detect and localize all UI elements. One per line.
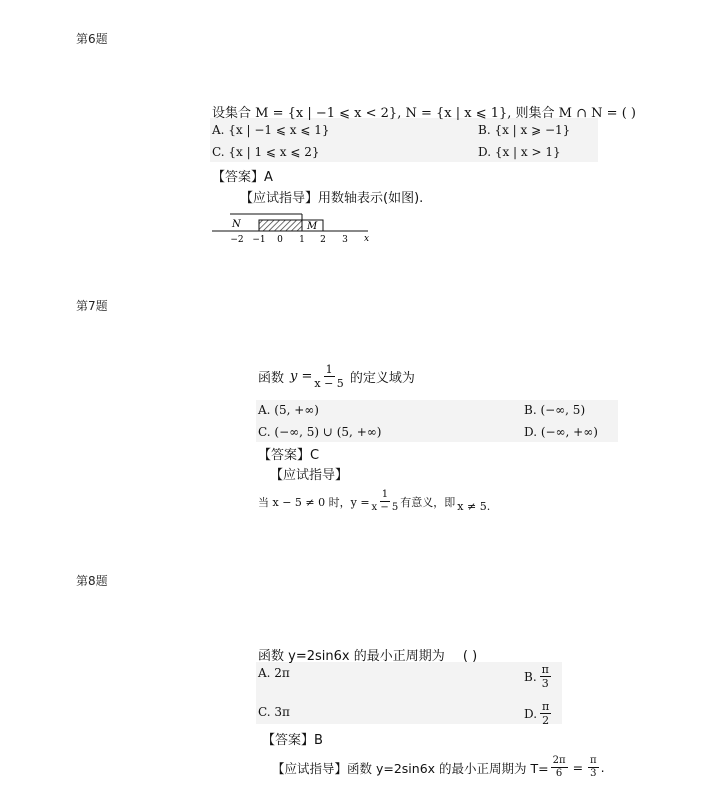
q7-option-b[interactable]: B. (−∞, 5): [524, 403, 586, 417]
q8-options-background: [256, 662, 562, 727]
q8-answer: 【答案】B: [262, 733, 323, 748]
q6-stem: [212, 102, 636, 121]
q6-number-line-figure: [210, 210, 372, 246]
question-8-label: 第8题: [76, 574, 108, 588]
q7-stem-y: y =: [290, 369, 313, 384]
tick-label: 2: [320, 235, 326, 245]
q8-option-b-prefix: B.: [524, 669, 537, 684]
q7-stem-fraction: [314, 364, 343, 389]
q8-answer-paren: ( ): [462, 649, 478, 664]
q6-option-d[interactable]: D. {x | x > 1}: [478, 145, 561, 159]
q8-option-d-fraction: [540, 701, 551, 726]
question-6-label: 第6题: [76, 32, 108, 46]
tick-label: −2: [230, 235, 244, 245]
axis-variable: x: [364, 234, 370, 244]
q8-guide-fraction-1: [551, 756, 568, 779]
tick-label: 0: [277, 235, 283, 245]
q6-guide: 【应试指导】用数轴表示(如图).: [240, 191, 424, 206]
q7-guide-title: 【应试指导】: [270, 468, 349, 483]
q7-stem-suffix: 的定义域为: [349, 371, 415, 386]
q6-answer-paren: ( ): [621, 106, 636, 121]
tick-label: −1: [252, 235, 266, 245]
q7-guide-suffix: 有意义，即: [400, 495, 456, 509]
q8-option-d-numerator: π: [542, 700, 550, 713]
q8-guide-end: .: [600, 760, 605, 775]
q8-guide-denominator-1: 6: [555, 768, 563, 779]
q8-guide-numerator-1: 2π: [552, 755, 566, 766]
q7-stem: [258, 364, 415, 389]
tick-label: 1: [299, 235, 305, 245]
q8-guide: [272, 756, 605, 779]
q7-option-c[interactable]: C. (−∞, 5) ∪ (5, +∞): [258, 425, 382, 439]
set-m-label: M: [307, 221, 318, 232]
q7-guide-frac-denominator: x − 5: [371, 502, 399, 513]
q7-option-d[interactable]: D. (−∞, +∞): [524, 425, 598, 439]
q8-option-b-numerator: π: [541, 663, 549, 676]
q6-option-b[interactable]: B. {x | x ⩾ −1}: [478, 123, 571, 137]
q6-option-a[interactable]: A. {x | −1 ⩽ x ⩽ 1}: [212, 123, 330, 137]
q7-stem-prefix: 函数: [258, 371, 285, 386]
q6-stem-text: 设集合 M = {x | −1 ⩽ x < 2}, N = {x | x ⩽ 1}, 则集合 M ∩ N =: [212, 106, 618, 121]
q7-option-a[interactable]: A. (5, +∞): [258, 403, 319, 417]
q8-guide-prefix: 【应试指导】函数 y=2sin6x 的最小正周期为 T=: [272, 760, 549, 776]
q7-guide-frac-numerator: 1: [381, 489, 389, 500]
set-n-label: N: [232, 219, 241, 230]
q8-guide-denominator-2: 3: [590, 768, 597, 779]
q7-frac-numerator: 1: [325, 363, 333, 376]
q7-guide-end: x ≠ 5.: [457, 500, 491, 513]
q7-guide-body: [258, 490, 490, 513]
tick-label: 3: [342, 235, 348, 245]
q7-frac-denominator: x − 5: [314, 377, 344, 390]
q8-option-c[interactable]: C. 3π: [258, 705, 290, 719]
q8-option-b[interactable]: [524, 664, 553, 689]
q8-option-d-denominator: 2: [542, 714, 550, 727]
q8-stem: [258, 645, 477, 664]
q7-guide-prefix: 当 x − 5 ≠ 0 时，y =: [258, 495, 370, 509]
q7-answer: 【答案】C: [258, 448, 320, 463]
q7-guide-fraction: [372, 490, 399, 513]
q6-option-c[interactable]: C. {x | 1 ⩽ x ⩽ 2}: [212, 145, 320, 159]
question-7-label: 第7题: [76, 299, 108, 313]
q8-guide-equals: =: [572, 760, 584, 775]
q8-stem-text: 函数 y=2sin6x 的最小正周期为: [258, 649, 445, 664]
q8-option-b-denominator: 3: [541, 677, 549, 690]
q8-option-b-fraction: [540, 664, 551, 689]
q8-guide-numerator-2: π: [590, 755, 597, 766]
q8-option-d-prefix: D.: [524, 706, 538, 721]
q6-answer: 【答案】A: [212, 170, 273, 185]
q8-option-d[interactable]: [524, 701, 553, 726]
q8-option-a[interactable]: A. 2π: [258, 666, 290, 680]
q8-guide-fraction-2: [588, 756, 599, 779]
intersection-hatched-region: [259, 220, 302, 231]
